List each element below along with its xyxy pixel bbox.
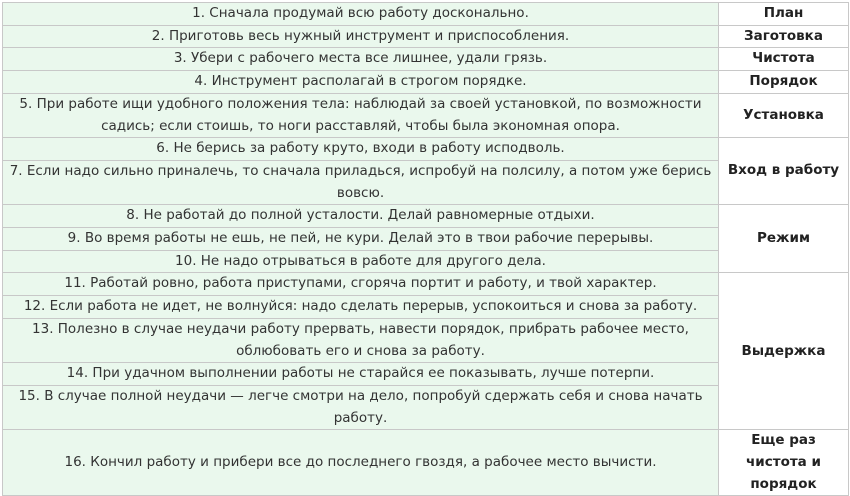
table-row — [3, 430, 849, 496]
rule-cell: 6. Не берись за работу круто, входи в работу исподволь. — [3, 138, 719, 161]
rule-cell: 8. Не работай до полной усталости. Делай равномерные отдыхи. — [3, 205, 719, 228]
rule-cell: 10. Не надо отрываться в работе для другого дела. — [3, 250, 719, 273]
rule-cell: 1. Сначала продумай всю работу досконально. — [3, 3, 719, 26]
rule-cell: 14. При удачном выполнении работы не старайся ее показывать, лучше потерпи. — [3, 363, 719, 386]
table-row — [3, 205, 849, 228]
rule-cell: 3. Убери с рабочего места все лишнее, удали грязь. — [3, 48, 719, 71]
rule-cell: 16. Кончил работу и прибери все до последнего гвоздя, а рабочее место вычисти. — [3, 430, 719, 496]
rule-cell: 2. Приготовь весь нужный инструмент и приспособления. — [3, 25, 719, 48]
rule-cell: 9. Во время работы не ешь, не пей, не кури. Делай это в твои рабочие перерывы. — [3, 228, 719, 251]
table-row — [3, 71, 849, 94]
table-row — [3, 273, 849, 296]
category-cell: Еще раз чистота и порядок — [719, 430, 849, 496]
table-row — [3, 25, 849, 48]
work-rules-table — [2, 2, 849, 496]
category-cell: Порядок — [719, 71, 849, 94]
category-cell: Вход в работу — [719, 138, 849, 205]
table-row — [3, 48, 849, 71]
rule-cell: 7. Если надо сильно приналечь, то сначала приладься, испробуй на полсилу, а потом уже берись вовсю. — [3, 160, 719, 204]
rule-cell: 15. В случае полной неудачи — легче смотри на дело, попробуй сдержать себя и снова начать работу. — [3, 385, 719, 429]
category-cell: Режим — [719, 205, 849, 273]
table-row — [3, 93, 849, 137]
category-cell: Чистота — [719, 48, 849, 71]
rule-cell: 5. При работе ищи удобного положения тела: наблюдай за своей установкой, по возможности садись; если стоишь, то ноги расставляй, чтобы была экономная опора. — [3, 93, 719, 137]
category-cell: План — [719, 3, 849, 26]
rule-cell: 13. Полезно в случае неудачи работу прервать, навести порядок, прибрать рабочее место, облюбовать его и снова за работу. — [3, 318, 719, 362]
rule-cell: 12. Если работа не идет, не волнуйся: надо сделать перерыв, успокоиться и снова за работу. — [3, 296, 719, 319]
category-cell: Установка — [719, 93, 849, 137]
category-cell: Выдержка — [719, 273, 849, 430]
rule-cell: 4. Инструмент располагай в строгом порядке. — [3, 71, 719, 94]
rule-cell: 11. Работай ровно, работа приступами, сгоряча портит и работу, и твой характер. — [3, 273, 719, 296]
table-row — [3, 3, 849, 26]
table-row — [3, 138, 849, 161]
category-cell: Заготовка — [719, 25, 849, 48]
